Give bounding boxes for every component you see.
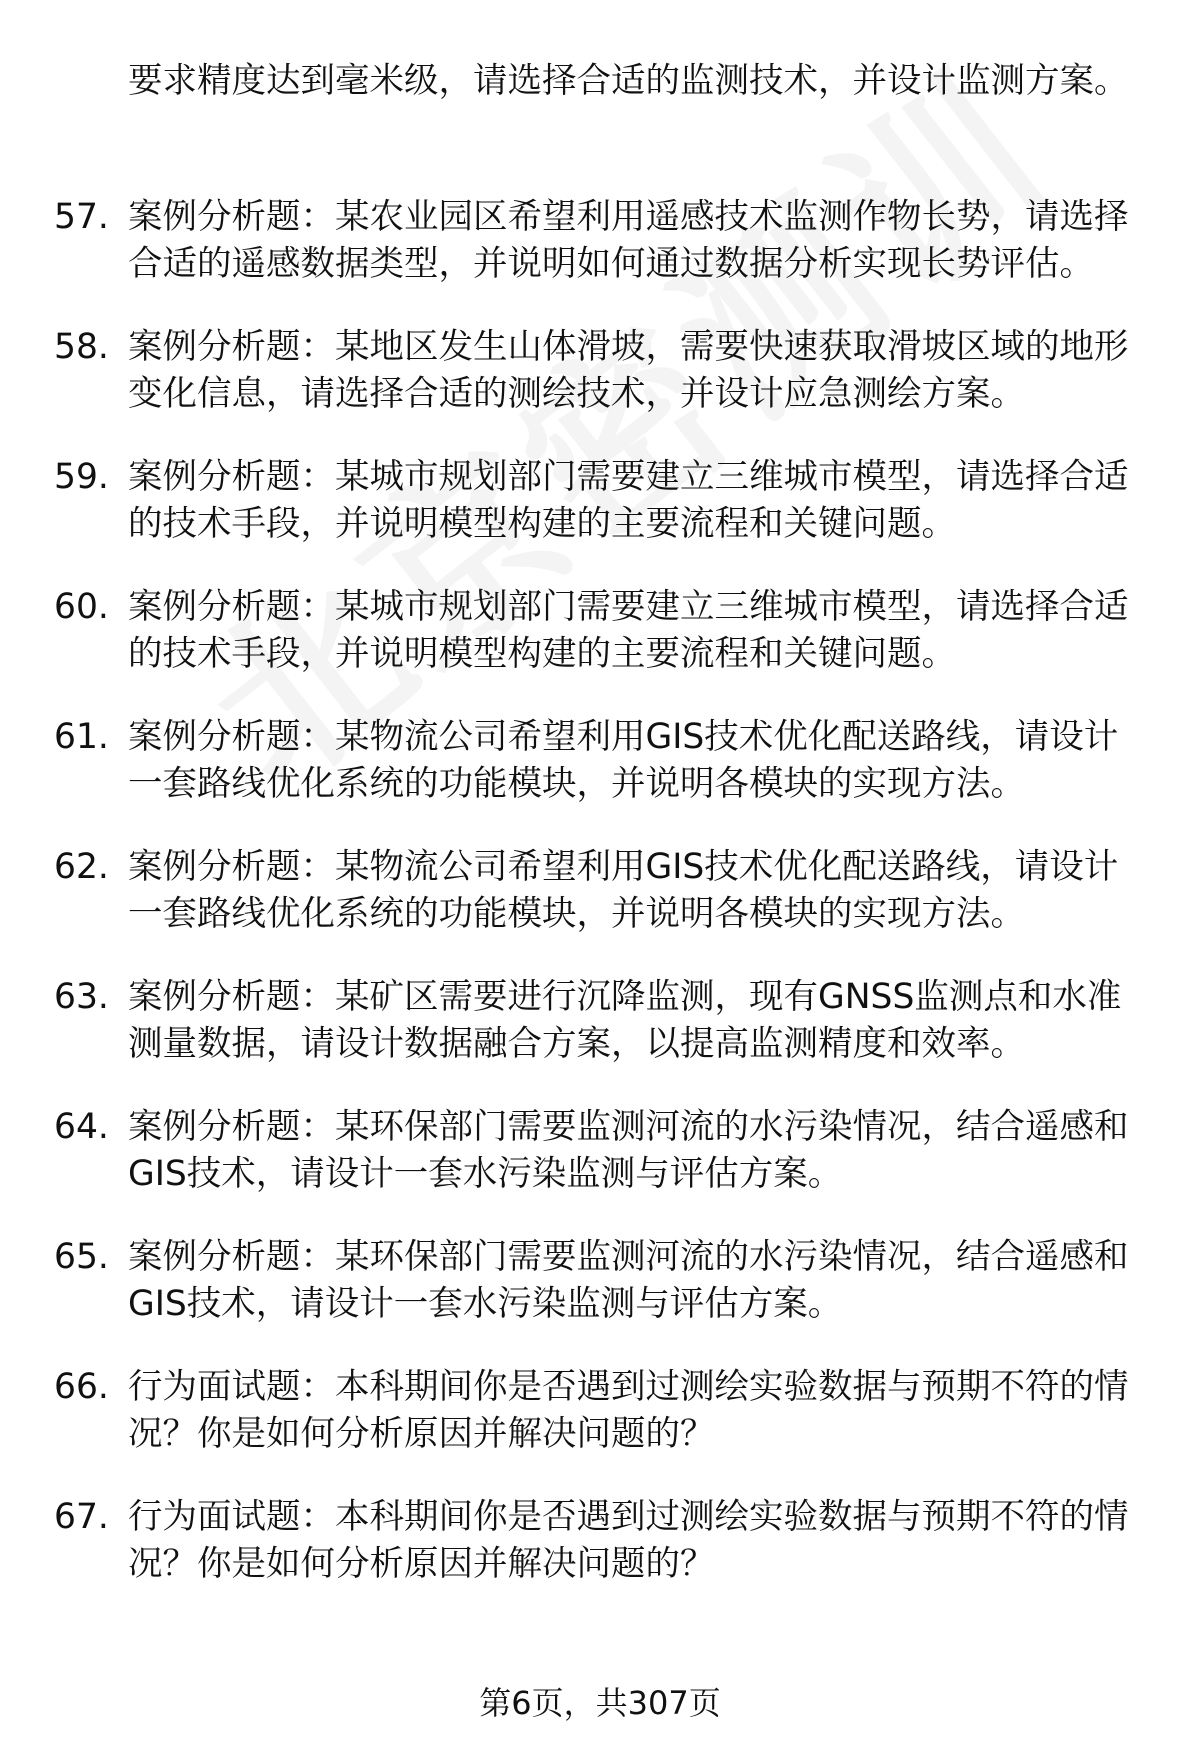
question-number: 66. bbox=[54, 1367, 109, 1407]
question-number: 60. bbox=[54, 587, 109, 627]
question-text: 案例分析题：某地区发生山体滑坡，需要快速获取滑坡区域的地形变化信息，请选择合适的测绘技术，并设计应急测绘方案。 bbox=[128, 327, 1129, 414]
question-item bbox=[0, 974, 1138, 1068]
question-number: 57. bbox=[54, 197, 109, 237]
question-number: 63. bbox=[54, 977, 109, 1017]
question-number: 62. bbox=[54, 847, 109, 887]
question-number: 59. bbox=[54, 457, 109, 497]
question-text: 案例分析题：某物流公司希望利用GIS技术优化配送路线，请设计一套路线优化系统的功能模块，并说明各模块的实现方法。 bbox=[128, 847, 1119, 934]
question-item bbox=[0, 194, 1138, 288]
question-text: 案例分析题：某城市规划部门需要建立三维城市模型，请选择合适的技术手段，并说明模型构建的主要流程和关键问题。 bbox=[128, 457, 1129, 544]
question-item bbox=[0, 454, 1138, 548]
continuation-text: 要求精度达到毫米级，请选择合适的监测技术，并设计监测方案。 bbox=[128, 61, 1129, 101]
question-item bbox=[0, 1364, 1138, 1458]
question-list bbox=[0, 194, 1200, 1624]
question-text: 案例分析题：某环保部门需要监测河流的水污染情况，结合遥感和GIS技术，请设计一套水污染监测与评估方案。 bbox=[128, 1107, 1129, 1194]
question-number: 64. bbox=[54, 1107, 109, 1147]
question-item bbox=[0, 714, 1138, 808]
question-item bbox=[0, 324, 1138, 418]
question-item bbox=[0, 1494, 1138, 1588]
question-text: 案例分析题：某农业园区希望利用遥感技术监测作物长势，请选择合适的遥感数据类型，并说明如何通过数据分析实现长势评估。 bbox=[128, 197, 1129, 284]
question-text: 案例分析题：某环保部门需要监测河流的水污染情况，结合遥感和GIS技术，请设计一套水污染监测与评估方案。 bbox=[128, 1237, 1129, 1324]
question-text: 案例分析题：某矿区需要进行沉降监测，现有GNSS监测点和水准测量数据，请设计数据融合方案，以提高监测精度和效率。 bbox=[128, 977, 1122, 1064]
question-item bbox=[0, 844, 1138, 938]
page-footer: 第6页，共307页 bbox=[479, 1684, 721, 1722]
question-text: 案例分析题：某物流公司希望利用GIS技术优化配送路线，请设计一套路线优化系统的功能模块，并说明各模块的实现方法。 bbox=[128, 717, 1119, 804]
question-number: 58. bbox=[54, 327, 109, 367]
question-item bbox=[0, 584, 1138, 678]
question-number: 61. bbox=[54, 717, 109, 757]
question-item bbox=[0, 1104, 1138, 1198]
question-item bbox=[0, 1234, 1138, 1328]
question-text: 行为面试题：本科期间你是否遇到过测绘实验数据与预期不符的情况？你是如何分析原因并解决问题的？ bbox=[128, 1367, 1129, 1454]
question-text: 案例分析题：某城市规划部门需要建立三维城市模型，请选择合适的技术手段，并说明模型构建的主要流程和关键问题。 bbox=[128, 587, 1129, 674]
question-number: 67. bbox=[54, 1497, 109, 1537]
question-text: 行为面试题：本科期间你是否遇到过测绘实验数据与预期不符的情况？你是如何分析原因并解决问题的？ bbox=[128, 1497, 1129, 1584]
question-number: 65. bbox=[54, 1237, 109, 1277]
